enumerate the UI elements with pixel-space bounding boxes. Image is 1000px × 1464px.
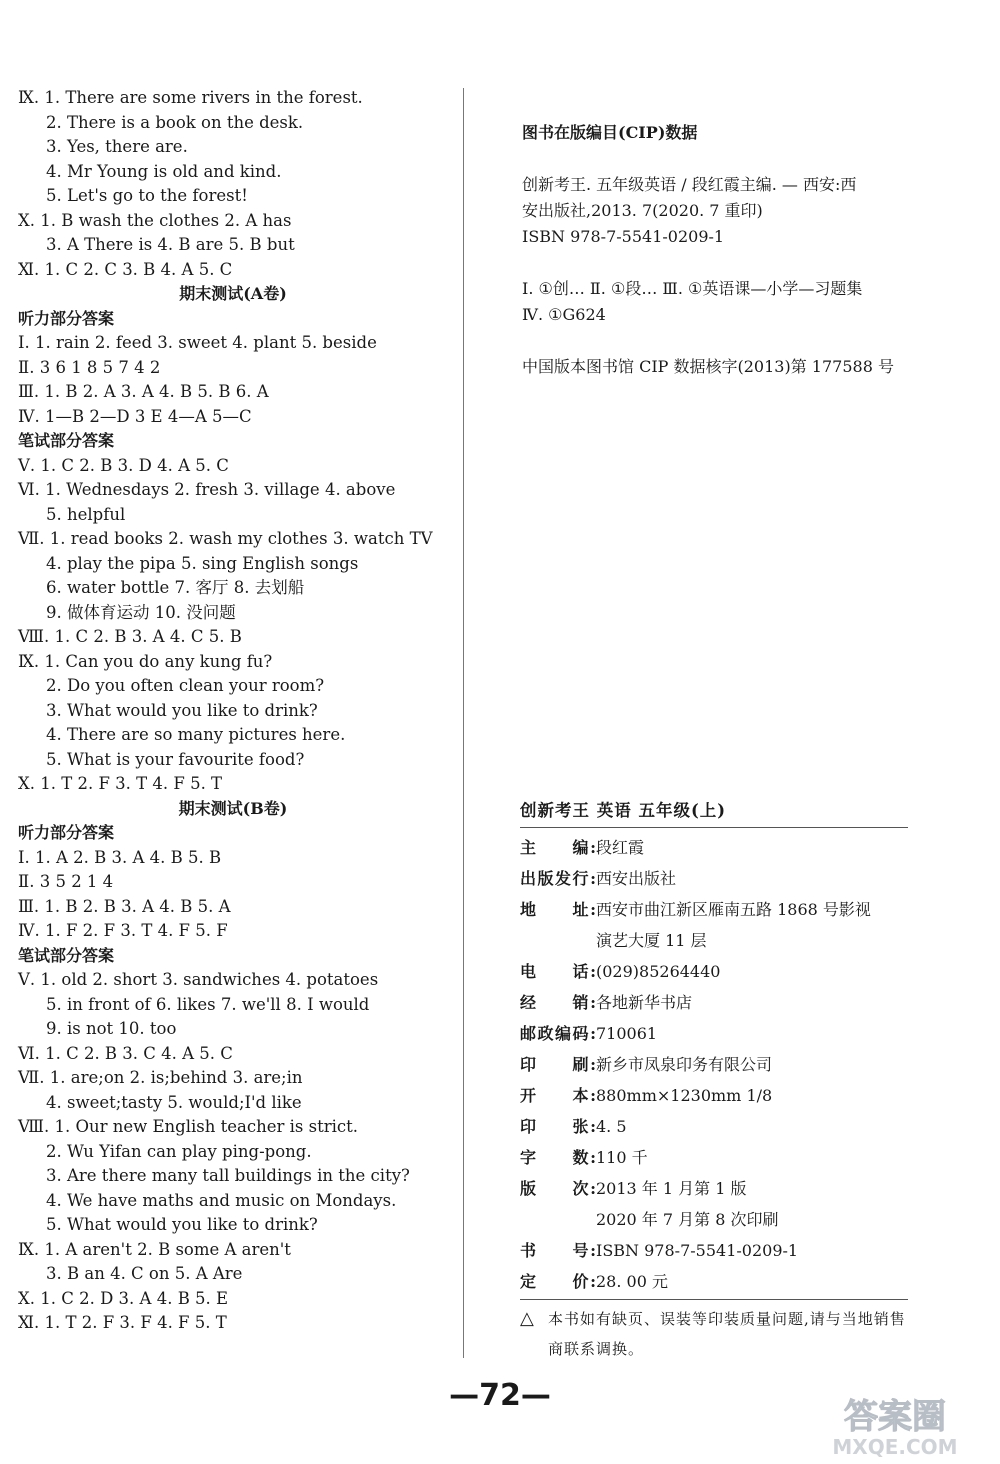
colophon-rows	[520, 832, 908, 1297]
answer-line: 3. Yes, there are.	[46, 137, 188, 156]
answer-line: Ⅹ. 1. T 2. F 3. T 4. F 5. T	[18, 774, 223, 793]
answer-line: 4. There are so many pictures here.	[46, 725, 346, 744]
answer-line: 2. There is a book on the desk.	[46, 112, 304, 132]
section-title: 期末测试(B卷)	[178, 798, 288, 818]
colophon-row	[520, 1111, 908, 1142]
answer-line: Ⅱ. 3 5 2 1 4	[18, 872, 114, 891]
colophon-value: 2013 年 1 月第 1 版	[596, 1179, 747, 1198]
subsection-heading: 笔试部分答案	[18, 945, 115, 965]
answer-line: 3. B an 4. C on 5. A Are	[46, 1264, 243, 1283]
answer-line: Ⅱ. 3 6 1 8 5 7 4 2	[18, 357, 161, 377]
answer-line: Ⅴ. 1. C 2. B 3. D 4. A 5. C	[18, 455, 229, 475]
watermark-url: MXQE.COM	[832, 1435, 958, 1459]
colophon-value: 各地新华书店	[596, 993, 693, 1012]
colophon-value: 28. 00 元	[596, 1272, 668, 1291]
cip-classification-2: Ⅳ. ①G624	[522, 305, 606, 324]
colophon-value: 西安市曲江新区雁南五路 1868 号影视	[596, 900, 871, 919]
colophon-value: 新乡市凤泉印务有限公司	[596, 1055, 773, 1074]
colophon-key: 经 销:	[520, 993, 596, 1012]
answer-line: 9. is not 10. too	[46, 1019, 177, 1038]
watermark-logo	[800, 1390, 990, 1460]
answer-line: Ⅸ. 1. There are some rivers in the forest.	[18, 88, 363, 107]
colophon-key: 出版发行:	[520, 869, 596, 888]
colophon-value: 710061	[596, 1024, 658, 1043]
answer-line: Ⅵ. 1. Wednesdays 2. fresh 3. village 4. above	[18, 480, 396, 499]
colophon-key: 开 本:	[520, 1086, 596, 1105]
answer-line: 4. play the pipa 5. sing English songs	[46, 553, 359, 573]
watermark-text: 答案圈	[844, 1397, 946, 1437]
colophon-row	[520, 1080, 908, 1111]
answer-line: 4. sweet;tasty 5. would;I'd like	[46, 1092, 302, 1112]
cip-classification-1: Ⅰ. ①创… Ⅱ. ①段… Ⅲ. ①英语课—小学—习题集	[522, 279, 863, 298]
answer-line: Ⅴ. 1. old 2. short 3. sandwiches 4. potatoes	[18, 970, 379, 989]
answer-key-column	[18, 86, 448, 1336]
colophon-row	[520, 1266, 908, 1297]
colophon-row	[520, 987, 908, 1018]
subsection-heading: 听力部分答案	[18, 823, 115, 842]
warning-triangle-icon: △	[520, 1308, 534, 1329]
colophon-rule	[520, 827, 908, 828]
answer-line: 5. in front of 6. likes 7. we'll 8. I would	[46, 994, 370, 1014]
colophon-value: ISBN 978-7-5541-0209-1	[596, 1241, 799, 1260]
colophon-row	[520, 1235, 908, 1266]
answer-line: Ⅸ. 1. A aren't 2. B some A aren't	[18, 1239, 291, 1259]
answer-line: 5. What is your favourite food?	[46, 749, 305, 769]
answer-line: 3. Are there many tall buildings in the city?	[46, 1166, 410, 1185]
cip-line-1: 创新考王. 五年级英语 / 段红霞主编. — 西安:西	[522, 175, 857, 194]
answer-line: Ⅳ. 1. F 2. F 3. T 4. F 5. F	[18, 921, 228, 940]
answer-line: Ⅶ. 1. read books 2. wash my clothes 3. watch TV	[18, 529, 433, 548]
answer-line: Ⅰ. 1. rain 2. feed 3. sweet 4. plant 5. beside	[18, 333, 377, 352]
answer-line: Ⅳ. 1—B 2—D 3 E 4—A 5—C	[18, 406, 252, 426]
answer-line: 4. Mr Young is old and kind.	[46, 161, 282, 181]
cip-record: 中国版本图书馆 CIP 数据核字(2013)第 177588 号	[522, 357, 894, 376]
answer-line: Ⅸ. 1. Can you do any kung fu?	[18, 651, 273, 671]
colophon-notice	[520, 1304, 908, 1364]
answer-line: Ⅹ. 1. B wash the clothes 2. A has	[18, 210, 292, 230]
colophon-row	[520, 1142, 908, 1173]
colophon-key: 邮政编码:	[520, 1024, 596, 1043]
answer-line: Ⅺ. 1. T 2. F 3. F 4. F 5. T	[18, 1313, 227, 1332]
colophon-key: 印 张:	[520, 1117, 596, 1136]
colophon-value: 2020 年 7 月第 8 次印刷	[596, 1210, 779, 1229]
answer-line: Ⅵ. 1. C 2. B 3. C 4. A 5. C	[18, 1043, 233, 1063]
cip-line-2: 安出版社,2013. 7(2020. 7 重印)	[522, 201, 763, 220]
answer-line: 5. What would you like to drink?	[46, 1215, 318, 1234]
answer-line: Ⅰ. 1. A 2. B 3. A 4. B 5. B	[18, 847, 222, 867]
colophon-key: 版 次:	[520, 1179, 596, 1198]
colophon-value: 西安出版社	[596, 869, 677, 888]
answer-line: Ⅲ. 1. B 2. B 3. A 4. B 5. A	[18, 896, 231, 916]
answer-line: 2. Wu Yifan can play ping-pong.	[46, 1141, 312, 1161]
answer-line: 6. water bottle 7. 客厅 8. 去划船	[46, 578, 305, 597]
answer-line: Ⅺ. 1. C 2. C 3. B 4. A 5. C	[18, 259, 233, 279]
colophon-value: 4. 5	[596, 1117, 627, 1136]
answer-line: Ⅲ. 1. B 2. A 3. A 4. B 5. B 6. A	[18, 382, 269, 401]
colophon-row	[520, 925, 908, 956]
answer-line: 9. 做体育运动 10. 没问题	[46, 602, 236, 622]
answer-line: 4. We have maths and music on Mondays.	[46, 1190, 397, 1210]
answer-line: 3. What would you like to drink?	[46, 700, 318, 720]
colophon-value: 880mm×1230mm 1/8	[596, 1086, 773, 1105]
colophon-key: 地 址:	[520, 900, 596, 919]
colophon-row	[520, 956, 908, 987]
answer-line: 3. A There is 4. B are 5. B but	[46, 235, 295, 254]
colophon-row	[520, 832, 908, 863]
answer-line: 2. Do you often clean your room?	[46, 676, 325, 695]
colophon-block	[520, 797, 908, 1364]
subsection-heading: 笔试部分答案	[18, 431, 115, 450]
colophon-row	[520, 894, 908, 925]
notice-text: 本书如有缺页、误装等印装质量问题,请与当地销售商联系调换。	[548, 1310, 906, 1358]
colophon-value: 110 千	[596, 1148, 648, 1167]
colophon-key: 电 话:	[520, 962, 596, 981]
colophon-value: 段红霞	[596, 838, 645, 857]
column-divider	[463, 88, 464, 1358]
cip-title: 图书在版编目(CIP)数据	[522, 123, 698, 142]
answer-line: 5. Let's go to the forest!	[46, 186, 248, 205]
page-number: —72—	[449, 1378, 551, 1413]
colophon-row	[520, 1173, 908, 1204]
colophon-title: 创新考王 英语 五年级(上)	[520, 801, 727, 820]
answer-line: Ⅷ. 1. Our new English teacher is strict.	[18, 1117, 359, 1136]
cip-data-block	[522, 120, 922, 380]
colophon-row	[520, 1049, 908, 1080]
colophon-value: (029)85264440	[596, 962, 721, 981]
colophon-row	[520, 1018, 908, 1049]
cip-isbn: ISBN 978-7-5541-0209-1	[522, 227, 725, 246]
answer-line: Ⅹ. 1. C 2. D 3. A 4. B 5. E	[18, 1288, 229, 1308]
colophon-key: 定 价:	[520, 1272, 596, 1291]
colophon-key: 书 号:	[520, 1241, 596, 1260]
answer-line: 5. helpful	[46, 504, 126, 524]
colophon-key: 字 数:	[520, 1148, 596, 1167]
answer-line: Ⅷ. 1. C 2. B 3. A 4. C 5. B	[18, 627, 242, 646]
colophon-rule-bottom	[520, 1299, 908, 1300]
colophon-key: 主 编:	[520, 838, 596, 857]
colophon-row	[520, 1204, 908, 1235]
answer-line: Ⅶ. 1. are;on 2. is;behind 3. are;in	[18, 1068, 303, 1087]
subsection-heading: 听力部分答案	[18, 308, 115, 328]
colophon-row	[520, 863, 908, 894]
colophon-value: 演艺大厦 11 层	[596, 931, 707, 950]
section-title: 期末测试(A卷)	[179, 284, 287, 303]
colophon-key: 印 刷:	[520, 1055, 596, 1074]
